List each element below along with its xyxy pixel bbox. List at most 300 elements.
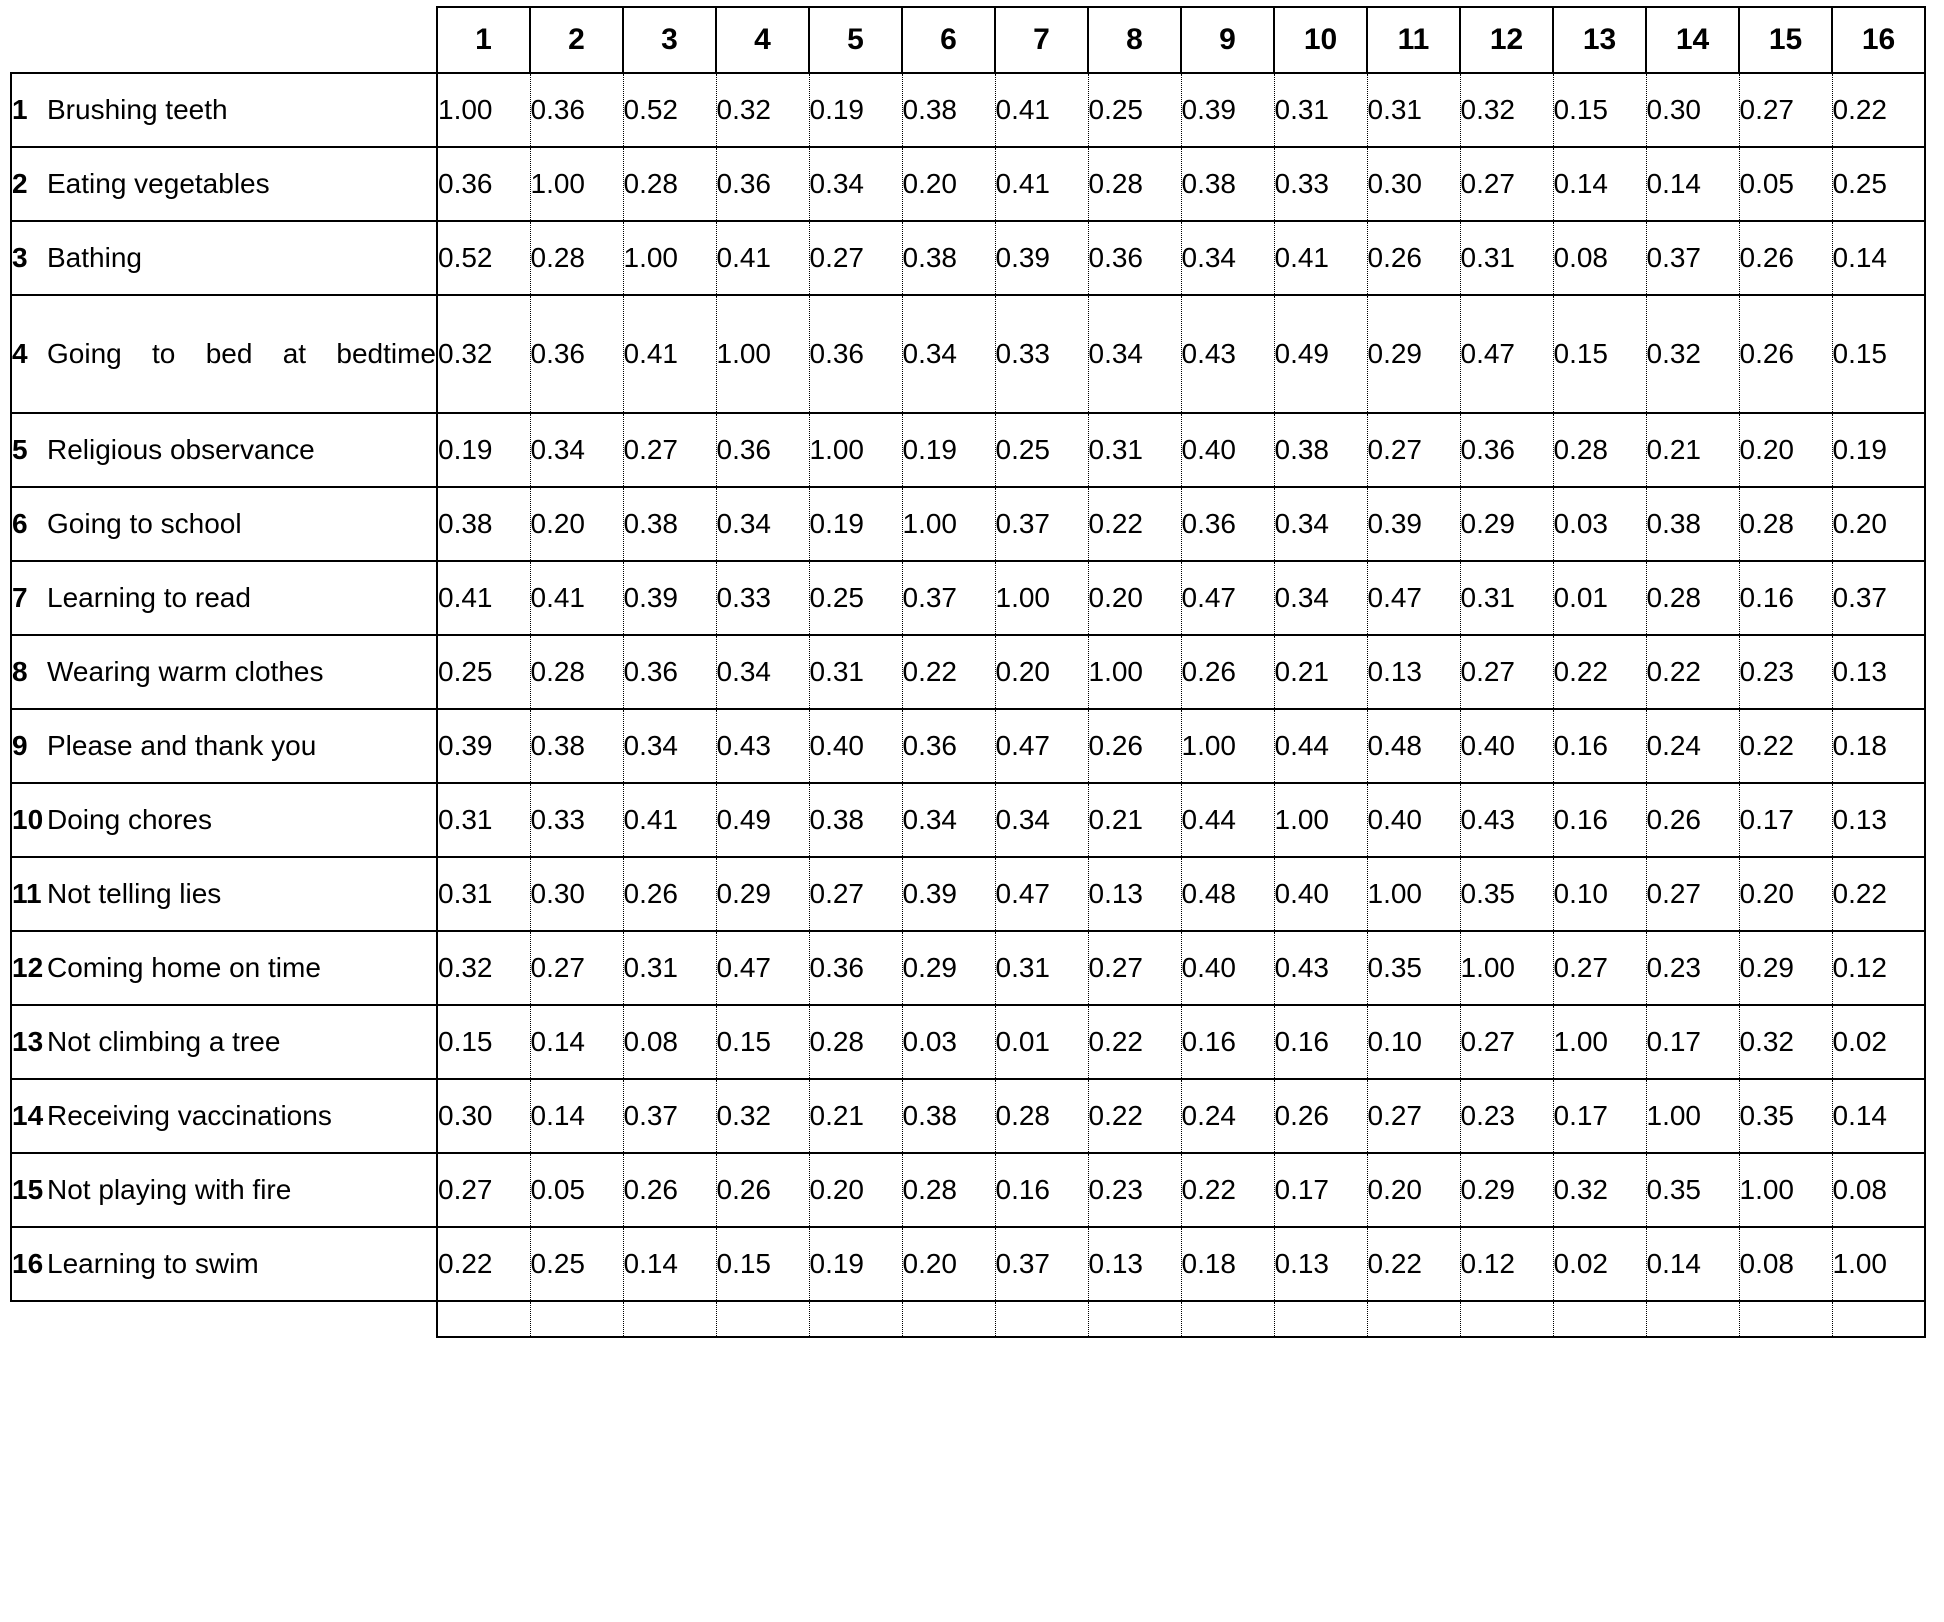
- matrix-cell-r1-c10: 0.31: [1274, 73, 1367, 147]
- row-index: 4: [11, 295, 47, 413]
- matrix-cell-r16-c3: 0.14: [623, 1227, 716, 1301]
- column-header-5: 5: [809, 7, 902, 73]
- table-row: [11, 783, 1925, 857]
- matrix-cell-r2-c7: 0.41: [995, 147, 1088, 221]
- matrix-cell-r7-c1: 0.41: [437, 561, 530, 635]
- matrix-cell-r14-c11: 0.27: [1367, 1079, 1460, 1153]
- matrix-cell-r10-c15: 0.17: [1739, 783, 1832, 857]
- matrix-cell-r16-c13: 0.02: [1553, 1227, 1646, 1301]
- row-label: Coming home on time: [47, 931, 437, 1005]
- matrix-cell-r5-c10: 0.38: [1274, 413, 1367, 487]
- header-row: [11, 7, 1925, 73]
- matrix-cell-r1-c11: 0.31: [1367, 73, 1460, 147]
- column-header-2: 2: [530, 7, 623, 73]
- matrix-cell-r1-c5: 0.19: [809, 73, 902, 147]
- footer-stub-cell-5: [809, 1301, 902, 1337]
- matrix-cell-r6-c14: 0.38: [1646, 487, 1739, 561]
- matrix-cell-r2-c16: 0.25: [1832, 147, 1925, 221]
- matrix-cell-r3-c8: 0.36: [1088, 221, 1181, 295]
- matrix-cell-r5-c6: 0.19: [902, 413, 995, 487]
- matrix-cell-r12-c12: 1.00: [1460, 931, 1553, 1005]
- table-row: [11, 1079, 1925, 1153]
- row-index: 12: [11, 931, 47, 1005]
- matrix-cell-r5-c15: 0.20: [1739, 413, 1832, 487]
- matrix-cell-r10-c2: 0.33: [530, 783, 623, 857]
- matrix-cell-r10-c7: 0.34: [995, 783, 1088, 857]
- matrix-cell-r8-c5: 0.31: [809, 635, 902, 709]
- matrix-cell-r11-c4: 0.29: [716, 857, 809, 931]
- matrix-cell-r15-c12: 0.29: [1460, 1153, 1553, 1227]
- matrix-cell-r16-c8: 0.13: [1088, 1227, 1181, 1301]
- matrix-cell-r13-c10: 0.16: [1274, 1005, 1367, 1079]
- matrix-cell-r14-c8: 0.22: [1088, 1079, 1181, 1153]
- matrix-cell-r6-c4: 0.34: [716, 487, 809, 561]
- matrix-cell-r3-c11: 0.26: [1367, 221, 1460, 295]
- matrix-cell-r10-c5: 0.38: [809, 783, 902, 857]
- matrix-cell-r2-c3: 0.28: [623, 147, 716, 221]
- matrix-cell-r13-c11: 0.10: [1367, 1005, 1460, 1079]
- matrix-cell-r1-c6: 0.38: [902, 73, 995, 147]
- table-row: [11, 931, 1925, 1005]
- matrix-cell-r2-c5: 0.34: [809, 147, 902, 221]
- matrix-cell-r3-c13: 0.08: [1553, 221, 1646, 295]
- matrix-cell-r2-c9: 0.38: [1181, 147, 1274, 221]
- footer-stub-cell-12: [1460, 1301, 1553, 1337]
- matrix-cell-r3-c4: 0.41: [716, 221, 809, 295]
- table-row: [11, 147, 1925, 221]
- column-header-8: 8: [1088, 7, 1181, 73]
- matrix-cell-r7-c15: 0.16: [1739, 561, 1832, 635]
- matrix-cell-r1-c1: 1.00: [437, 73, 530, 147]
- matrix-cell-r13-c4: 0.15: [716, 1005, 809, 1079]
- matrix-cell-r4-c6: 0.34: [902, 295, 995, 413]
- matrix-cell-r7-c5: 0.25: [809, 561, 902, 635]
- matrix-cell-r1-c7: 0.41: [995, 73, 1088, 147]
- column-header-16: 16: [1832, 7, 1925, 73]
- matrix-cell-r5-c11: 0.27: [1367, 413, 1460, 487]
- matrix-cell-r15-c10: 0.17: [1274, 1153, 1367, 1227]
- row-label: Going to school: [47, 487, 437, 561]
- row-label: Eating vegetables: [47, 147, 437, 221]
- row-label: Not playing with fire: [47, 1153, 437, 1227]
- matrix-cell-r14-c6: 0.38: [902, 1079, 995, 1153]
- table-row: [11, 561, 1925, 635]
- matrix-cell-r12-c5: 0.36: [809, 931, 902, 1005]
- matrix-cell-r6-c9: 0.36: [1181, 487, 1274, 561]
- row-label: Not climbing a tree: [47, 1005, 437, 1079]
- matrix-cell-r9-c5: 0.40: [809, 709, 902, 783]
- footer-stub-cell-7: [995, 1301, 1088, 1337]
- column-header-14: 14: [1646, 7, 1739, 73]
- matrix-cell-r11-c14: 0.27: [1646, 857, 1739, 931]
- matrix-cell-r2-c11: 0.30: [1367, 147, 1460, 221]
- footer-stub-cell-11: [1367, 1301, 1460, 1337]
- matrix-cell-r4-c8: 0.34: [1088, 295, 1181, 413]
- table-body: [11, 73, 1925, 1337]
- matrix-cell-r1-c4: 0.32: [716, 73, 809, 147]
- matrix-cell-r2-c1: 0.36: [437, 147, 530, 221]
- matrix-cell-r16-c11: 0.22: [1367, 1227, 1460, 1301]
- column-header-3: 3: [623, 7, 716, 73]
- matrix-cell-r8-c4: 0.34: [716, 635, 809, 709]
- table-row: [11, 73, 1925, 147]
- matrix-cell-r9-c15: 0.22: [1739, 709, 1832, 783]
- row-label: Religious observance: [47, 413, 437, 487]
- footer-blank-index: [11, 1301, 47, 1337]
- matrix-cell-r8-c11: 0.13: [1367, 635, 1460, 709]
- matrix-cell-r7-c6: 0.37: [902, 561, 995, 635]
- matrix-cell-r14-c9: 0.24: [1181, 1079, 1274, 1153]
- column-header-6: 6: [902, 7, 995, 73]
- matrix-cell-r15-c7: 0.16: [995, 1153, 1088, 1227]
- matrix-cell-r16-c2: 0.25: [530, 1227, 623, 1301]
- footer-stub-cell-9: [1181, 1301, 1274, 1337]
- matrix-cell-r14-c16: 0.14: [1832, 1079, 1925, 1153]
- column-header-11: 11: [1367, 7, 1460, 73]
- matrix-cell-r2-c13: 0.14: [1553, 147, 1646, 221]
- row-label: Wearing warm clothes: [47, 635, 437, 709]
- matrix-cell-r1-c3: 0.52: [623, 73, 716, 147]
- footer-stub-cell-14: [1646, 1301, 1739, 1337]
- matrix-cell-r8-c1: 0.25: [437, 635, 530, 709]
- row-index: 14: [11, 1079, 47, 1153]
- table-row: [11, 1227, 1925, 1301]
- matrix-cell-r6-c16: 0.20: [1832, 487, 1925, 561]
- matrix-cell-r7-c7: 1.00: [995, 561, 1088, 635]
- matrix-cell-r5-c9: 0.40: [1181, 413, 1274, 487]
- matrix-cell-r2-c10: 0.33: [1274, 147, 1367, 221]
- matrix-cell-r5-c3: 0.27: [623, 413, 716, 487]
- matrix-cell-r15-c8: 0.23: [1088, 1153, 1181, 1227]
- column-header-4: 4: [716, 7, 809, 73]
- table-row: [11, 1153, 1925, 1227]
- matrix-cell-r5-c16: 0.19: [1832, 413, 1925, 487]
- matrix-cell-r3-c15: 0.26: [1739, 221, 1832, 295]
- matrix-cell-r5-c12: 0.36: [1460, 413, 1553, 487]
- matrix-cell-r15-c3: 0.26: [623, 1153, 716, 1227]
- matrix-cell-r12-c11: 0.35: [1367, 931, 1460, 1005]
- matrix-cell-r15-c14: 0.35: [1646, 1153, 1739, 1227]
- matrix-cell-r7-c12: 0.31: [1460, 561, 1553, 635]
- matrix-cell-r6-c11: 0.39: [1367, 487, 1460, 561]
- matrix-cell-r10-c4: 0.49: [716, 783, 809, 857]
- column-header-9: 9: [1181, 7, 1274, 73]
- matrix-cell-r16-c10: 0.13: [1274, 1227, 1367, 1301]
- table-row: [11, 1005, 1925, 1079]
- matrix-cell-r12-c10: 0.43: [1274, 931, 1367, 1005]
- matrix-cell-r1-c13: 0.15: [1553, 73, 1646, 147]
- matrix-cell-r8-c9: 0.26: [1181, 635, 1274, 709]
- matrix-cell-r9-c8: 0.26: [1088, 709, 1181, 783]
- matrix-cell-r4-c16: 0.15: [1832, 295, 1925, 413]
- matrix-cell-r15-c13: 0.32: [1553, 1153, 1646, 1227]
- matrix-cell-r9-c12: 0.40: [1460, 709, 1553, 783]
- row-index: 11: [11, 857, 47, 931]
- matrix-cell-r15-c2: 0.05: [530, 1153, 623, 1227]
- row-label: Learning to read: [47, 561, 437, 635]
- header-corner-index: [11, 7, 47, 73]
- row-label: Receiving vaccinations: [47, 1079, 437, 1153]
- matrix-cell-r4-c13: 0.15: [1553, 295, 1646, 413]
- matrix-cell-r14-c4: 0.32: [716, 1079, 809, 1153]
- matrix-cell-r10-c8: 0.21: [1088, 783, 1181, 857]
- matrix-cell-r10-c1: 0.31: [437, 783, 530, 857]
- column-header-13: 13: [1553, 7, 1646, 73]
- row-index: 15: [11, 1153, 47, 1227]
- matrix-cell-r2-c14: 0.14: [1646, 147, 1739, 221]
- matrix-cell-r4-c2: 0.36: [530, 295, 623, 413]
- matrix-cell-r15-c6: 0.28: [902, 1153, 995, 1227]
- row-label: Please and thank you: [47, 709, 437, 783]
- row-index: 7: [11, 561, 47, 635]
- matrix-cell-r8-c13: 0.22: [1553, 635, 1646, 709]
- matrix-cell-r13-c13: 1.00: [1553, 1005, 1646, 1079]
- matrix-cell-r14-c1: 0.30: [437, 1079, 530, 1153]
- matrix-cell-r16-c16: 1.00: [1832, 1227, 1925, 1301]
- matrix-cell-r8-c3: 0.36: [623, 635, 716, 709]
- matrix-cell-r16-c5: 0.19: [809, 1227, 902, 1301]
- matrix-cell-r15-c11: 0.20: [1367, 1153, 1460, 1227]
- matrix-cell-r7-c10: 0.34: [1274, 561, 1367, 635]
- matrix-cell-r14-c10: 0.26: [1274, 1079, 1367, 1153]
- matrix-cell-r13-c14: 0.17: [1646, 1005, 1739, 1079]
- matrix-cell-r12-c4: 0.47: [716, 931, 809, 1005]
- matrix-cell-r12-c7: 0.31: [995, 931, 1088, 1005]
- matrix-cell-r15-c1: 0.27: [437, 1153, 530, 1227]
- matrix-cell-r9-c16: 0.18: [1832, 709, 1925, 783]
- footer-blank-label: [47, 1301, 437, 1337]
- column-header-1: 1: [437, 7, 530, 73]
- row-label: Brushing teeth: [47, 73, 437, 147]
- matrix-cell-r7-c14: 0.28: [1646, 561, 1739, 635]
- footer-stub-cell-10: [1274, 1301, 1367, 1337]
- matrix-cell-r4-c7: 0.33: [995, 295, 1088, 413]
- matrix-cell-r16-c9: 0.18: [1181, 1227, 1274, 1301]
- matrix-cell-r6-c5: 0.19: [809, 487, 902, 561]
- row-index: 9: [11, 709, 47, 783]
- matrix-cell-r4-c1: 0.32: [437, 295, 530, 413]
- matrix-cell-r9-c1: 0.39: [437, 709, 530, 783]
- matrix-cell-r5-c8: 0.31: [1088, 413, 1181, 487]
- matrix-cell-r12-c8: 0.27: [1088, 931, 1181, 1005]
- row-index: 3: [11, 221, 47, 295]
- matrix-cell-r11-c9: 0.48: [1181, 857, 1274, 931]
- matrix-cell-r3-c16: 0.14: [1832, 221, 1925, 295]
- footer-stub-cell-2: [530, 1301, 623, 1337]
- matrix-cell-r4-c9: 0.43: [1181, 295, 1274, 413]
- matrix-cell-r13-c8: 0.22: [1088, 1005, 1181, 1079]
- matrix-cell-r11-c2: 0.30: [530, 857, 623, 931]
- matrix-cell-r3-c5: 0.27: [809, 221, 902, 295]
- matrix-cell-r9-c3: 0.34: [623, 709, 716, 783]
- matrix-cell-r14-c13: 0.17: [1553, 1079, 1646, 1153]
- matrix-cell-r1-c2: 0.36: [530, 73, 623, 147]
- matrix-cell-r12-c2: 0.27: [530, 931, 623, 1005]
- matrix-cell-r7-c8: 0.20: [1088, 561, 1181, 635]
- matrix-cell-r13-c5: 0.28: [809, 1005, 902, 1079]
- footer-stub-cell-16: [1832, 1301, 1925, 1337]
- matrix-cell-r8-c15: 0.23: [1739, 635, 1832, 709]
- matrix-cell-r12-c13: 0.27: [1553, 931, 1646, 1005]
- matrix-cell-r4-c11: 0.29: [1367, 295, 1460, 413]
- matrix-cell-r4-c5: 0.36: [809, 295, 902, 413]
- matrix-cell-r4-c3: 0.41: [623, 295, 716, 413]
- matrix-cell-r13-c9: 0.16: [1181, 1005, 1274, 1079]
- matrix-cell-r8-c14: 0.22: [1646, 635, 1739, 709]
- matrix-cell-r4-c14: 0.32: [1646, 295, 1739, 413]
- matrix-cell-r1-c14: 0.30: [1646, 73, 1739, 147]
- matrix-cell-r5-c2: 0.34: [530, 413, 623, 487]
- matrix-cell-r2-c15: 0.05: [1739, 147, 1832, 221]
- footer-stub-cell-1: [437, 1301, 530, 1337]
- matrix-cell-r2-c8: 0.28: [1088, 147, 1181, 221]
- table-row: [11, 221, 1925, 295]
- table-row: [11, 857, 1925, 931]
- row-label: Doing chores: [47, 783, 437, 857]
- matrix-cell-r16-c4: 0.15: [716, 1227, 809, 1301]
- matrix-cell-r12-c16: 0.12: [1832, 931, 1925, 1005]
- matrix-cell-r6-c2: 0.20: [530, 487, 623, 561]
- matrix-cell-r11-c6: 0.39: [902, 857, 995, 931]
- row-index: 5: [11, 413, 47, 487]
- matrix-cell-r6-c12: 0.29: [1460, 487, 1553, 561]
- matrix-cell-r3-c12: 0.31: [1460, 221, 1553, 295]
- table-row: [11, 709, 1925, 783]
- matrix-cell-r4-c10: 0.49: [1274, 295, 1367, 413]
- matrix-cell-r15-c5: 0.20: [809, 1153, 902, 1227]
- column-header-7: 7: [995, 7, 1088, 73]
- matrix-cell-r6-c8: 0.22: [1088, 487, 1181, 561]
- matrix-cell-r13-c3: 0.08: [623, 1005, 716, 1079]
- matrix-cell-r13-c15: 0.32: [1739, 1005, 1832, 1079]
- matrix-cell-r14-c12: 0.23: [1460, 1079, 1553, 1153]
- matrix-cell-r8-c7: 0.20: [995, 635, 1088, 709]
- matrix-cell-r4-c4: 1.00: [716, 295, 809, 413]
- matrix-cell-r6-c15: 0.28: [1739, 487, 1832, 561]
- matrix-cell-r7-c11: 0.47: [1367, 561, 1460, 635]
- matrix-cell-r6-c6: 1.00: [902, 487, 995, 561]
- matrix-cell-r10-c12: 0.43: [1460, 783, 1553, 857]
- matrix-cell-r6-c7: 0.37: [995, 487, 1088, 561]
- row-label: Learning to swim: [47, 1227, 437, 1301]
- matrix-cell-r3-c1: 0.52: [437, 221, 530, 295]
- matrix-cell-r5-c7: 0.25: [995, 413, 1088, 487]
- matrix-cell-r10-c11: 0.40: [1367, 783, 1460, 857]
- matrix-cell-r16-c1: 0.22: [437, 1227, 530, 1301]
- matrix-cell-r11-c7: 0.47: [995, 857, 1088, 931]
- matrix-cell-r2-c6: 0.20: [902, 147, 995, 221]
- matrix-cell-r12-c6: 0.29: [902, 931, 995, 1005]
- matrix-cell-r3-c9: 0.34: [1181, 221, 1274, 295]
- matrix-cell-r6-c10: 0.34: [1274, 487, 1367, 561]
- matrix-cell-r12-c14: 0.23: [1646, 931, 1739, 1005]
- matrix-cell-r13-c12: 0.27: [1460, 1005, 1553, 1079]
- matrix-cell-r13-c6: 0.03: [902, 1005, 995, 1079]
- row-label: Going to bed at bedtime: [47, 295, 437, 413]
- matrix-cell-r9-c10: 0.44: [1274, 709, 1367, 783]
- table-row: [11, 413, 1925, 487]
- header-corner-label: [47, 7, 437, 73]
- matrix-cell-r14-c5: 0.21: [809, 1079, 902, 1153]
- matrix-cell-r7-c9: 0.47: [1181, 561, 1274, 635]
- row-index: 13: [11, 1005, 47, 1079]
- matrix-cell-r4-c12: 0.47: [1460, 295, 1553, 413]
- table-footer-stub: [11, 1301, 1925, 1337]
- matrix-cell-r6-c13: 0.03: [1553, 487, 1646, 561]
- matrix-cell-r1-c12: 0.32: [1460, 73, 1553, 147]
- matrix-cell-r10-c14: 0.26: [1646, 783, 1739, 857]
- table-row: [11, 635, 1925, 709]
- row-index: 1: [11, 73, 47, 147]
- matrix-cell-r3-c3: 1.00: [623, 221, 716, 295]
- matrix-cell-r13-c2: 0.14: [530, 1005, 623, 1079]
- matrix-cell-r10-c6: 0.34: [902, 783, 995, 857]
- matrix-cell-r1-c15: 0.27: [1739, 73, 1832, 147]
- row-label: Not telling lies: [47, 857, 437, 931]
- matrix-cell-r11-c15: 0.20: [1739, 857, 1832, 931]
- matrix-cell-r5-c4: 0.36: [716, 413, 809, 487]
- table-row: [11, 487, 1925, 561]
- row-label: Bathing: [47, 221, 437, 295]
- matrix-cell-r12-c3: 0.31: [623, 931, 716, 1005]
- matrix-cell-r11-c12: 0.35: [1460, 857, 1553, 931]
- matrix-cell-r2-c4: 0.36: [716, 147, 809, 221]
- matrix-cell-r10-c3: 0.41: [623, 783, 716, 857]
- matrix-cell-r3-c14: 0.37: [1646, 221, 1739, 295]
- matrix-cell-r9-c7: 0.47: [995, 709, 1088, 783]
- matrix-cell-r15-c4: 0.26: [716, 1153, 809, 1227]
- matrix-cell-r16-c15: 0.08: [1739, 1227, 1832, 1301]
- matrix-cell-r10-c13: 0.16: [1553, 783, 1646, 857]
- row-index: 2: [11, 147, 47, 221]
- matrix-cell-r7-c3: 0.39: [623, 561, 716, 635]
- matrix-cell-r12-c15: 0.29: [1739, 931, 1832, 1005]
- matrix-cell-r8-c6: 0.22: [902, 635, 995, 709]
- matrix-cell-r12-c9: 0.40: [1181, 931, 1274, 1005]
- table-row: [11, 295, 1925, 413]
- matrix-cell-r5-c5: 1.00: [809, 413, 902, 487]
- matrix-cell-r15-c15: 1.00: [1739, 1153, 1832, 1227]
- matrix-cell-r14-c14: 1.00: [1646, 1079, 1739, 1153]
- matrix-cell-r8-c16: 0.13: [1832, 635, 1925, 709]
- matrix-cell-r7-c2: 0.41: [530, 561, 623, 635]
- row-index: 6: [11, 487, 47, 561]
- matrix-cell-r11-c8: 0.13: [1088, 857, 1181, 931]
- footer-stub-cell-3: [623, 1301, 716, 1337]
- footer-stub-cell-15: [1739, 1301, 1832, 1337]
- matrix-cell-r10-c9: 0.44: [1181, 783, 1274, 857]
- matrix-cell-r16-c6: 0.20: [902, 1227, 995, 1301]
- matrix-cell-r9-c4: 0.43: [716, 709, 809, 783]
- column-header-12: 12: [1460, 7, 1553, 73]
- matrix-cell-r11-c11: 1.00: [1367, 857, 1460, 931]
- matrix-cell-r13-c7: 0.01: [995, 1005, 1088, 1079]
- matrix-cell-r16-c14: 0.14: [1646, 1227, 1739, 1301]
- matrix-cell-r7-c13: 0.01: [1553, 561, 1646, 635]
- matrix-cell-r8-c10: 0.21: [1274, 635, 1367, 709]
- matrix-cell-r15-c9: 0.22: [1181, 1153, 1274, 1227]
- matrix-cell-r7-c4: 0.33: [716, 561, 809, 635]
- matrix-cell-r1-c9: 0.39: [1181, 73, 1274, 147]
- matrix-cell-r1-c16: 0.22: [1832, 73, 1925, 147]
- matrix-cell-r2-c2: 1.00: [530, 147, 623, 221]
- matrix-cell-r9-c13: 0.16: [1553, 709, 1646, 783]
- matrix-cell-r11-c1: 0.31: [437, 857, 530, 931]
- matrix-cell-r5-c13: 0.28: [1553, 413, 1646, 487]
- matrix-cell-r11-c10: 0.40: [1274, 857, 1367, 931]
- matrix-cell-r13-c16: 0.02: [1832, 1005, 1925, 1079]
- matrix-cell-r12-c1: 0.32: [437, 931, 530, 1005]
